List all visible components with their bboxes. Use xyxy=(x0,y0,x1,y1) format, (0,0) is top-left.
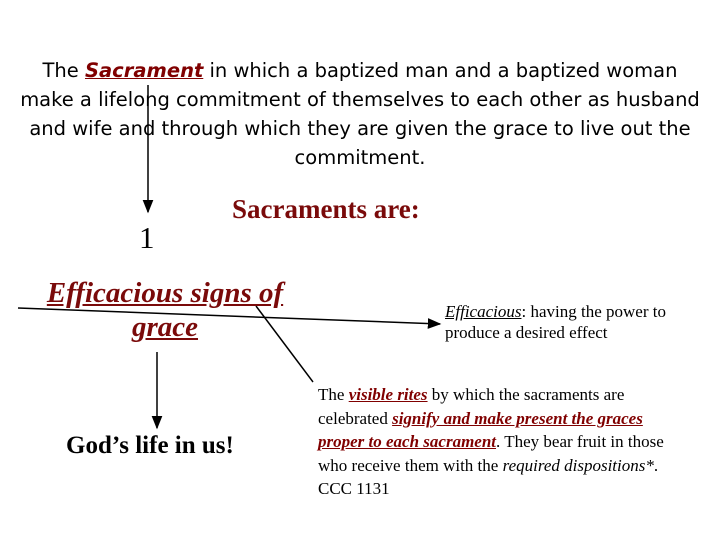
visible-rites-paragraph xyxy=(318,383,668,501)
signify-phrase: signify and make present the graces proper to each sacrament xyxy=(318,408,643,451)
definition-text-start: The xyxy=(42,59,85,82)
point-number: 1 xyxy=(139,220,155,255)
visible-rites-term: visible rites xyxy=(348,385,428,404)
efficacious-definition xyxy=(445,301,685,343)
required-dispositions: required dispositions* xyxy=(502,455,654,475)
gods-life-text: God’s life in us! xyxy=(66,432,234,459)
ccc-reference: . CCC 1131 xyxy=(318,455,659,498)
definition-text-rest: in which a baptized man and a baptized woman make a lifelong commitment of themselves to each other as husband and wife and through which they are given the grace to live out the commitment. xyxy=(20,59,700,169)
rites-text-part: The xyxy=(318,385,349,404)
efficacious-term: Efficacious xyxy=(445,302,522,321)
efficacious-signs-title: Efficacious signs of grace xyxy=(46,277,284,343)
rites-text-part: . They bear fruit in those who receive them with the xyxy=(318,432,664,475)
marriage-definition xyxy=(20,56,700,172)
efficacious-meaning: : having the power to produce a desired effect xyxy=(445,302,666,342)
rites-text-part: by which the sacraments are celebrated xyxy=(318,385,625,428)
sacraments-heading: Sacraments are: xyxy=(232,194,420,224)
sacrament-term: Sacrament xyxy=(84,59,204,82)
